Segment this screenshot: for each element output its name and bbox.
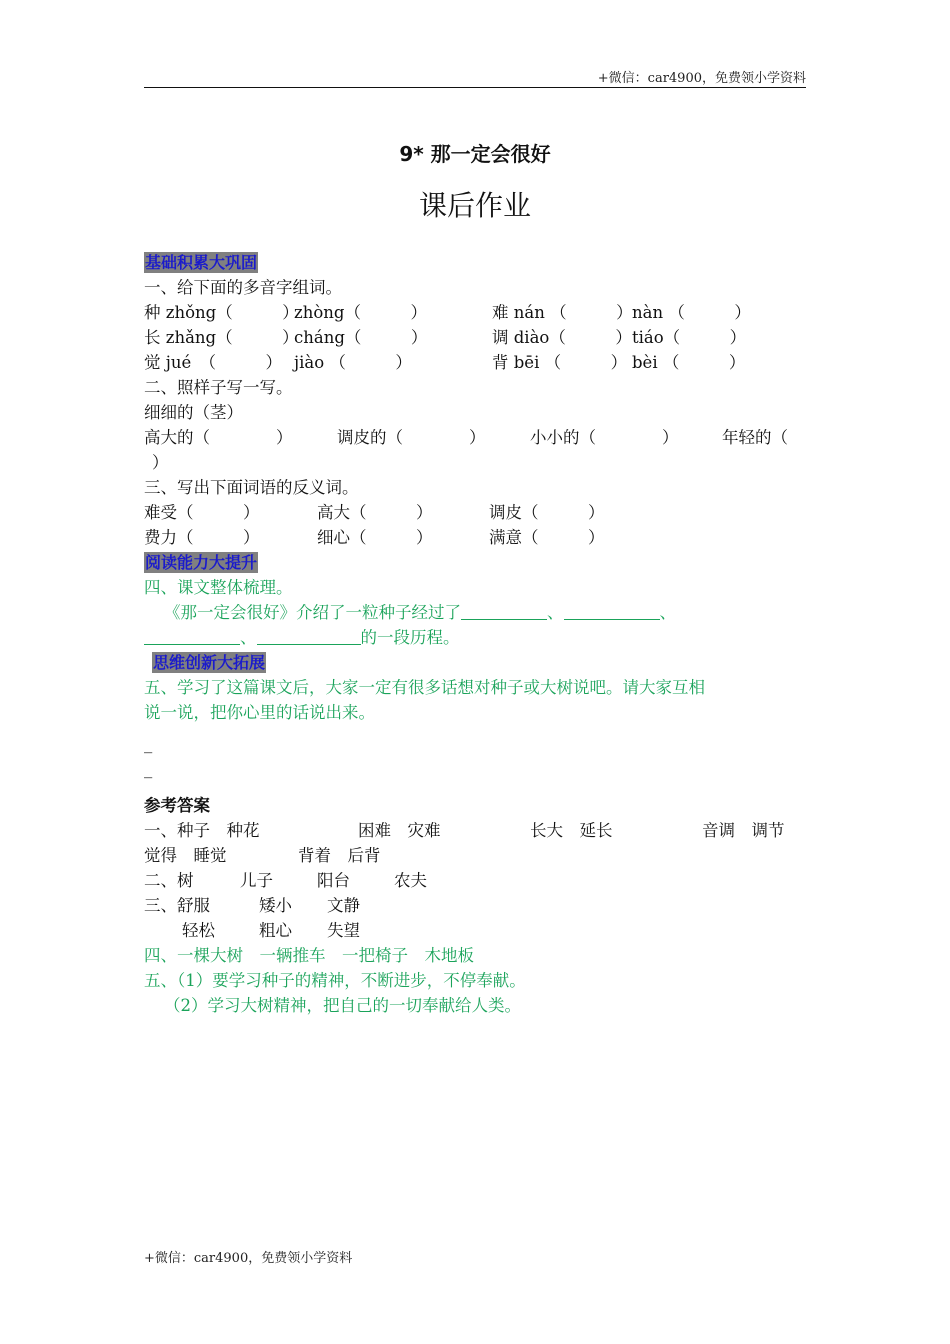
answer-blank: [144, 626, 240, 645]
q2-example: 细细的（茎）: [144, 403, 243, 422]
q1-row: 觉 jué （ ） jiào （ ） 背 bēi （ ） bèi （ ）: [144, 353, 746, 372]
answer-row: 轻松 粗心 失望: [182, 921, 360, 940]
page-title: 课后作业: [418, 189, 531, 222]
q5-blank: _: [144, 759, 153, 778]
answer-row: 一、种子 种花 困难 灾难 长大 延长 音调 调节: [144, 821, 785, 840]
answer-row: （2）学习大树精神，把自己的一切奉献给人类。: [164, 996, 521, 1015]
q1-prompt: 一、给下面的多音字组词。: [144, 278, 342, 297]
answer-row: 四、一棵大树 一辆推车 一把椅子 木地板: [144, 946, 474, 965]
answer-row: 五、（1）要学习种子的精神，不断进步，不停奉献。: [144, 971, 526, 990]
q3-row: 费力（ ） 细心（ ） 满意（ ）: [144, 528, 605, 547]
q4-line1: 《那一定会很好》介绍了一粒种子经过了 、 、: [164, 603, 676, 622]
answers-heading: 参考答案: [144, 796, 210, 815]
worksheet-body: [144, 250, 806, 1018]
q4-prompt: 四、课文整体梳理。: [144, 578, 293, 597]
q2-items: 高大的（ ） 调皮的（ ） 小小的（ ） 年轻的（: [144, 428, 788, 447]
q1-row: 长 zhǎng（ ） cháng（ ） 调 diào（ ） tiáo（ ）: [144, 328, 747, 347]
section-heading-thinking: 思维创新大拓展: [153, 653, 266, 672]
answer-blank: [564, 601, 660, 620]
answer-row: 觉得 睡觉 背着 后背: [144, 846, 381, 865]
q5-blank: _: [144, 734, 153, 753]
header-note: +微信：car4900，免费领小学资料: [597, 71, 806, 86]
footer-note: +微信：car4900，免费领小学资料: [144, 1251, 353, 1266]
q2-wrap: ）: [152, 453, 169, 472]
q5-line1: 五、学习了这篇课文后，大家一定有很多话想对种子或大树说吧。请大家互相: [144, 678, 705, 697]
q1-row: 种 zhǒng（ ） zhòng（ ） 难 nán （ ） nàn （ ）: [144, 303, 751, 322]
answer-row: 三、舒服 矮小 文静: [144, 896, 360, 915]
q3-row: 难受（ ） 高大（ ） 调皮（ ）: [144, 503, 605, 522]
answer-blank: [257, 626, 361, 645]
q3-prompt: 三、写出下面词语的反义词。: [144, 478, 359, 497]
answer-row: 二、树 儿子 阳台 农夫: [144, 871, 427, 890]
header-divider: [144, 87, 806, 88]
q5-line2: 说一说，把你心里的话说出来。: [144, 703, 375, 722]
q2-prompt: 二、照样子写一写。: [144, 378, 293, 397]
section-heading-reading: 阅读能力大提升: [145, 553, 258, 572]
answer-blank: [461, 601, 547, 620]
lesson-title: 9* 那一定会很好: [399, 142, 551, 166]
q4-line2: 、 的一段历程。: [144, 625, 806, 650]
section-heading-basics: 基础积累大巩固: [145, 253, 258, 272]
